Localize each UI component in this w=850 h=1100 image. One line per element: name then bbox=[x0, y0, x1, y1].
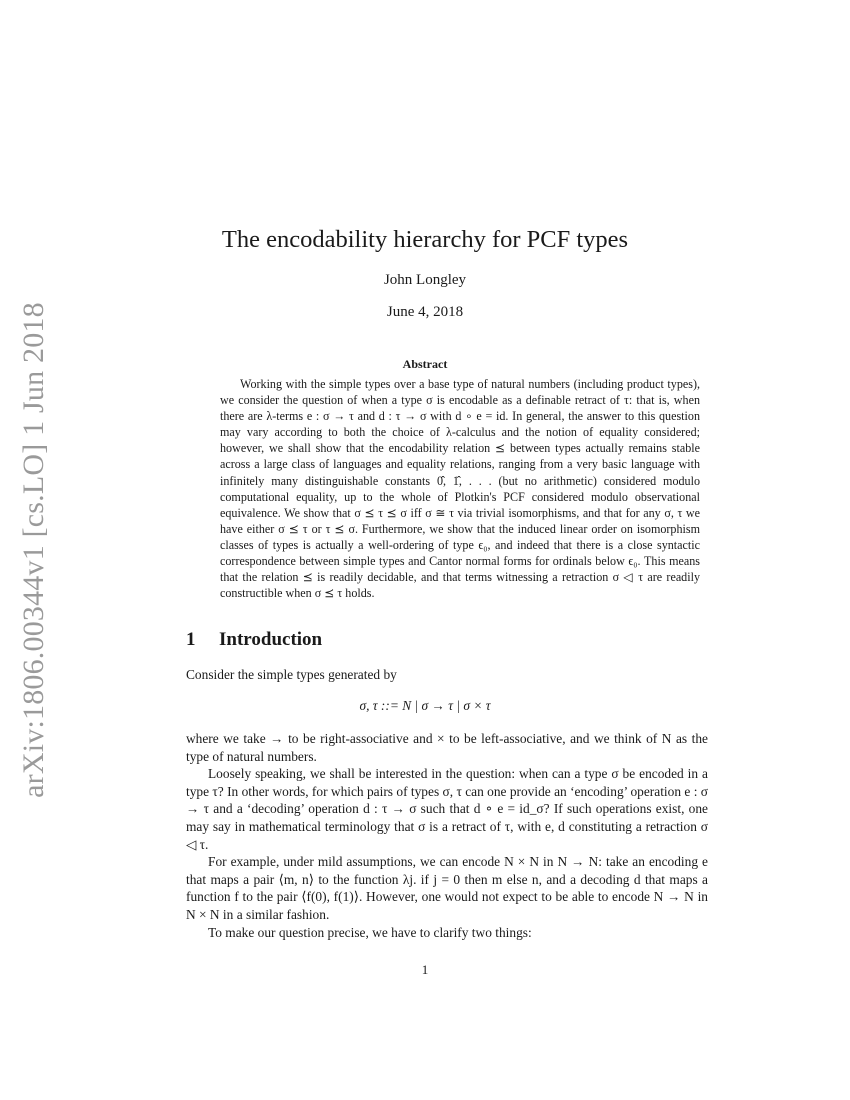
paper-title: The encodability hierarchy for PCF types bbox=[221, 226, 629, 253]
equation: σ, τ ::= N | σ → τ | σ × τ bbox=[359, 698, 491, 713]
paragraph: where we take → to be right-associative and × to be left-associative, and we think of N as the type of natural numbers. bbox=[186, 731, 708, 764]
abstract-heading: Abstract bbox=[402, 357, 448, 371]
section-number: 1 bbox=[186, 629, 196, 650]
paragraph: To make our question precise, we have to clarify two things: bbox=[208, 924, 532, 940]
abstract-text: Working with the simple types over a base type of natural numbers (including product types), we consider the question of when a type σ is encodable as a definable retract of τ: that is, when there are λ-terms e : σ → τ and d : τ → σ with d ∘ e = id. In general, the answer to this question may vary according to both the choice of λ-calculus and the notion of equality considered; however, we shall show that the encodability relation ⪯ between types actually remains stable across a large class of languages and equality relations, ranging from a very basic language with infinitely many distinguishable constants 0̂, 1̂, . . . (but no arithmetic) considered modulo computational equality, up to the whole of Plotkin's PCF considered modulo observational equivalence. We show that σ ⪯ τ ⪯ σ iff σ ≅ τ via trivial isomorphisms, and that for any σ, τ we have either σ ⪯ τ or τ ⪯ σ. Furthermore, we show that the induced linear order on isomorphism classes of types is actually a well-ordering of type ϵ₀, and indeed that there is a close syntactic correspondence between simple types and Cantor normal forms for ordinals below ϵ₀. This means that the relation ⪯ is readily decidable, and that terms witnessing a retraction σ ◁ τ are readily constructible when σ ⪯ τ holds. bbox=[220, 377, 700, 601]
arxiv-stamp-text: arXiv:1806.00344v1 [cs.LO] 1 Jun 2018 bbox=[17, 302, 50, 798]
body-text bbox=[186, 730, 708, 941]
paragraph: Loosely speaking, we shall be interested in the question: when can a type σ be encoded in a type τ? In other words, for which pairs of types σ, τ can one provide an ‘encoding’ operation e : σ → τ and a ‘decoding’ operation d : τ → σ such that d ∘ e = id_σ? If such operations exist, one may say in mathematical terminology that σ is a retract of τ, with e, d constituting a retraction σ ◁ τ. bbox=[186, 766, 708, 852]
page-number: 1 bbox=[421, 962, 429, 977]
paragraph: For example, under mild assumptions, we can encode N × N in N → N: take an encoding e that maps a pair ⟨m, n⟩ to the function λj. if j = 0 then m else n, and a decoding d that maps a function f to the pair ⟨f(0), f(1)⟩. However, one would not expect to be able to encode N → N in N × N in a similar fashion. bbox=[186, 854, 708, 922]
paper-author: John Longley bbox=[383, 272, 467, 288]
paper-date: June 4, 2018 bbox=[386, 304, 464, 320]
section-title: Introduction bbox=[219, 629, 323, 650]
paragraph: Consider the simple types generated by bbox=[186, 667, 397, 682]
section-heading bbox=[186, 629, 322, 651]
